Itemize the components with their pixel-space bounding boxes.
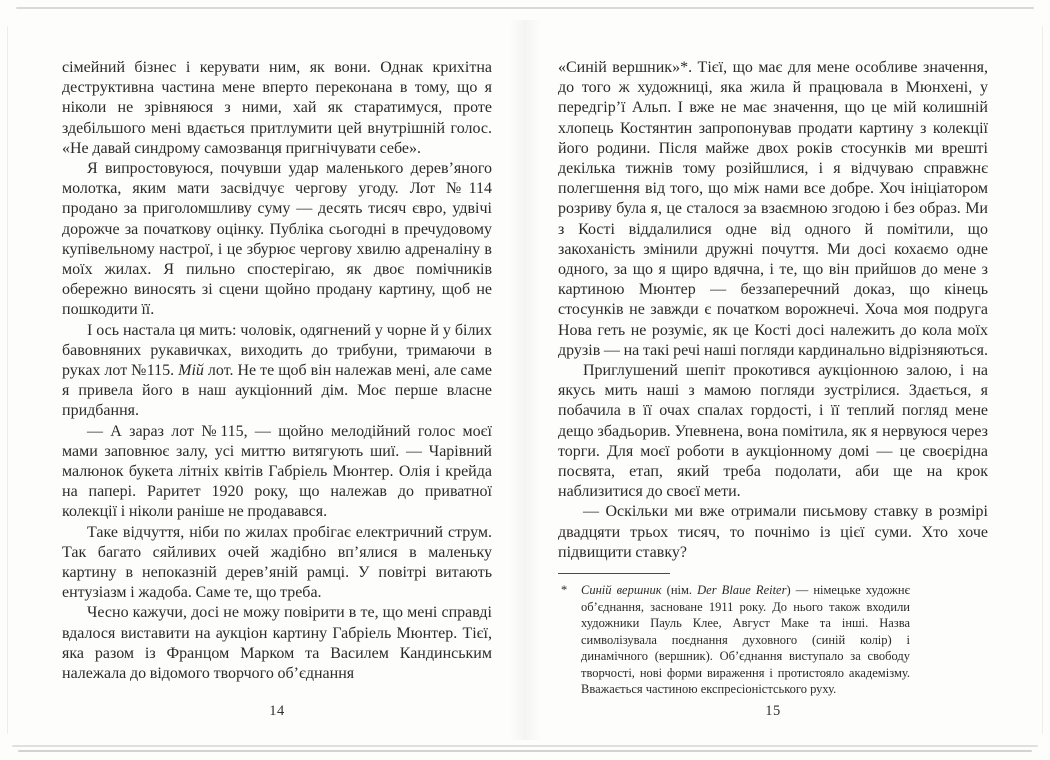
page-left-text [62,58,492,684]
footnote-body [558,582,910,698]
footnote-marker: * [561,583,568,598]
page-left [62,58,492,720]
footnote-rule [558,573,670,574]
paragraph: — А зараз лот №115, — щойно мелодійний голос моєї мами заповнює залу, усі миттю витягують шиї. — Чарівний малюнок букета літніх квітів Габріель Мюнтер. Олія і крейда на папері. Раритет 1920 року, що належав до приватної колекції і ніколи раніше не продавався. [62,422,492,521]
page-right-text [558,58,988,563]
footnote [558,573,910,698]
paragraph: Приглушений шепіт прокотився аукціонною залою, і на якусь мить наші з мамою погляди зустрілися. Здається, я побачила в її очах спалах гордості, і її теплий погляд мене дещо збадьорив. Упевнена, вона помітила, як я нервуюся через торги. Для моєї роботи в аукціонному домі — це своєрідна посвята, етап, який треба подолати, аби ще на крок наблизитися до своєї мети. [558,362,988,501]
gutter-shadow [509,20,541,740]
page-edge-bottom-outer [12,745,1038,747]
footnote-text: Синій вершник (нім. Der Blaue Reiter) — німецьке художнє об’єднання, засноване 1911 року. До нього також входили художники Пауль Клее, Август Маке та інші. Назва символізувала поєднання духовного (синій колір) і динамічного (вершник). Об’єднання виступало за свободу творчості, нові форми вираження і протистояло академізму. Вважається частиною експресіоністського руху. [581,583,910,697]
paragraph: Я випростовуюся, почувши удар маленького дерев’яного молотка, яким мати засвідчує чергову угоду. Лот №114 продано за приголомшливу суму — десять тисяч євро, удвічі дорожче за початкову оцінку. Публіка сьогодні в пречудовому купівельному настрої, і це збурює чергову хвилю адреналіну в моїх жилах. Я пильно спостерігаю, як двоє помічників обережно виносять зі сцени щойно продану картину, щоб не пошкодити її. [62,160,492,319]
page-right [558,58,988,720]
page-edge-bottom-inner [18,750,1032,752]
paragraph: Чесно кажучи, досі не можу повірити в те, що мені справді вдалося виставити на аукціон картину Габріель Мюнтер. Тієї, яка разом із Францом Марком та Василем Кандинським належала до відомого творчого об’єднання [62,604,492,683]
page-number-right: 15 [765,703,781,719]
page-number-left: 14 [269,703,285,719]
paragraph: І ось настала ця мить: чоловік, одягнений у чорне й у білих бавовняних рукавичках, виходить до трибуни, тримаючи в руках лот №115. Мій лот. Не те щоб він належав мені, але саме я привела його в наш аукціонний дім. Моє перше власне придбання. [62,321,492,420]
paragraph: сімейний бізнес і керувати ним, як вони. Однак крихітна деструктивна частина мене вперто переконана в тому, що я ніколи не зрівняюся з ними, хай як старатимуся, проте здебільшого мені вдається притлумити цей внутрішній голос. «Не давай синдрому самозванця пригнічувати себе». [62,59,492,157]
paragraph: — Оскільки ми вже отримали письмову ставку в розмірі двадцяти трьох тисяч, то почнімо із цієї суми. Хто хоче підвищити ставку? [558,503,988,561]
paragraph: Таке відчуття, ніби по жилах пробігає електричний струм. Так багато сяйливих очей жадібно вп’ялися в маленьку картину в непоказній дерев’яній рамці. У повітрі витають ентузіазм і жадоба. Саме те, що треба. [62,523,492,602]
page-edge-top [16,7,1034,9]
paragraph: «Синій вершник»*. Тієї, що має для мене особливе значення, до того ж художниці, яка жила й працювала в Мюнхені, у передгір’ї Альп. І вже не має значення, що це мій колишній хлопець Костянтин запропонував продати картину з колекції його родини. Після майже двох років стосунків ми врешті декілька тижнів тому розійшлися, і я відчуваю справжнє полегшення від того, що між нами все добре. Хоч ініціатором розриву була я, це сталося за взаємною згодою і без образ. Ми з Кості віддалилися одне від одного й помітили, що закоханість змінили дружні почуття. Ми досі кохаємо одне одного, за що я щиро вдячна, і те, що він прийшов до мене з картиною Мюнтер — беззаперечний доказ, що кінець стосунків не завжди є початком ворожнечі. Хоча моя подруга Нова геть не розуміє, як це Кості досі належить до кола моїх друзів — на такі речі наші погляди кардинально відрізняються. [558,59,988,359]
page-edge-right [1042,26,1043,734]
page-edge-left [7,26,8,734]
